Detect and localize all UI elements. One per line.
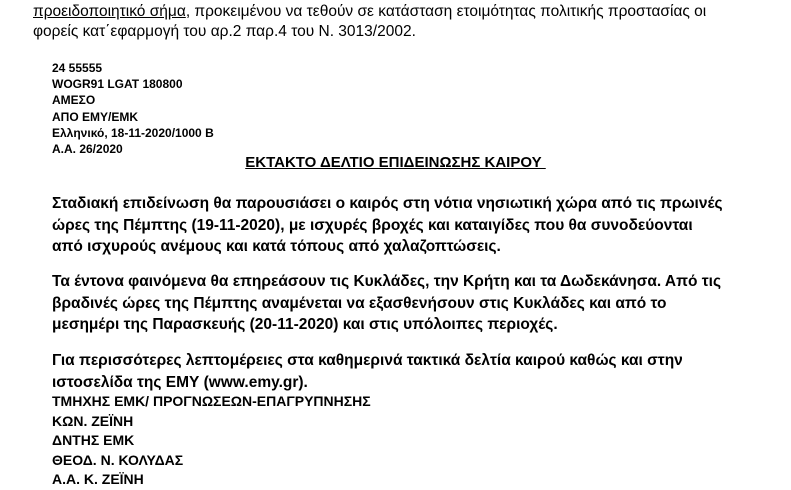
bulletin-title: [0, 154, 791, 172]
paragraph-line: βραδινές ώρες της Πέμπτης αναμένεται να εξασθενήσουν στις Κυκλάδες και από το: [52, 294, 667, 312]
paragraph-line: Για περισσότερες λεπτομέρειες στα καθημερινά τακτικά δελτία καιρού καθώς και στην: [52, 352, 683, 369]
paragraph-line: ιστοσελίδα της ΕΜΥ (www.emy.gr).: [52, 373, 308, 391]
signature-role: ΔΝΤΗΣ ΕΜΚ: [52, 432, 135, 448]
paragraph-2: [52, 271, 752, 336]
header-sender: ΑΠΟ ΕΜΥ/ΕΜΚ: [52, 109, 139, 124]
intro-text: [33, 2, 759, 42]
paragraph-3: [52, 350, 752, 393]
paragraph-line: Τα έντονα φαινόμενα θα επηρεάσουν τις Κυκλάδες, την Κρήτη και τα Δωδεκάνησα. Από τις: [52, 273, 722, 290]
paragraph-line: Σταδιακή επιδείνωση θα παρουσιάσει ο καιρός στη νότια νησιωτική χώρα από τις πρωινές: [52, 195, 723, 212]
signature-on-behalf: Α.Α. Κ. ΖΕΪΝΗ: [52, 471, 144, 487]
signature-department: ΤΜΗΧΗΣ ΕΜΚ/ ΠΡΟΓΝΩΣΕΩΝ-ΕΠΑΓΡΥΠΝΗΣΗΣ: [52, 393, 371, 409]
header-priority: ΑΜΕΣΟ: [52, 93, 96, 108]
signature-name-1: ΚΩΝ. ΖΕΪΝΗ: [52, 412, 134, 429]
paragraph-1: [52, 193, 752, 258]
bulletin-header: [52, 60, 214, 157]
intro-line1-rest: , προκειμένου να τεθούν σε κατάσταση ετοιμότητας πολιτικής προστασίας οι: [185, 3, 707, 20]
header-station: WOGR91 LGAT 180800: [52, 77, 183, 92]
paragraph-line: μεσημέρι της Παρασκευής (20-11-2020) και στις υπόλοιπες περιοχές.: [52, 316, 558, 333]
bulletin-title-text: ΕΚΤΑΚΤΟ ΔΕΛΤΙΟ ΕΠΙΔΕΙΝΩΣΗΣ ΚΑΙΡΟΥ: [245, 154, 546, 171]
header-number: Α.Α. 26/2020: [52, 142, 123, 157]
intro-line2: φορείς κατ΄εφαρμογή του αρ.2 παρ.4 του Ν. 3013/2002.: [33, 23, 416, 40]
header-code: 24 55555: [52, 61, 103, 75]
paragraph-line: από ισχυρούς ανέμους και κατά τόπους από χαλαζοπτώσεις.: [52, 238, 501, 255]
signature-name-2: ΘΕΟΔ. Ν. ΚΟΛΥΔΑΣ: [52, 451, 184, 468]
header-date: Ελληνικό, 18-11-2020/1000 Β: [52, 125, 214, 140]
signature-block: [52, 392, 371, 490]
warning-signal-link: προειδοποιητικό σήμα: [33, 3, 186, 20]
paragraph-line: ώρες της Πέμπτης (19-11-2020), με ισχυρές βροχές και καταιγίδες που θα συνοδεύονται: [52, 216, 693, 234]
